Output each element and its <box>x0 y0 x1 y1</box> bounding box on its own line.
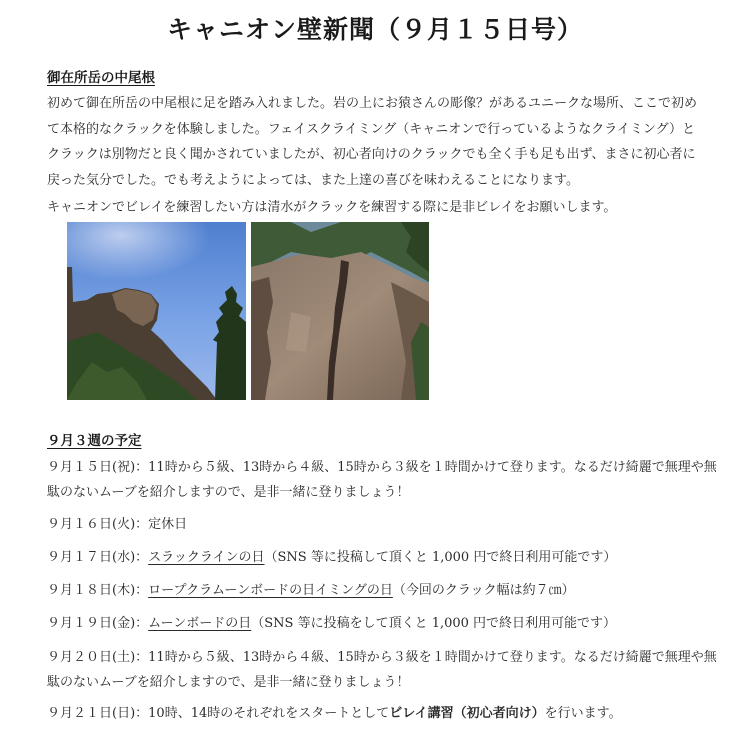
schedule-date: ９月１５日(祝)： <box>47 460 149 475</box>
schedule-item-sep19 <box>47 611 727 636</box>
belay-invitation-paragraph: キャニオンでビレイを練習したい方は清水がクラックを練習する際に是非ビレイをお願いします。 <box>47 200 617 215</box>
schedule-item-sep15 <box>47 455 727 505</box>
schedule-note: （SNS 等に投稿して頂くと 1,000 円で終日利用可能です） <box>264 550 617 565</box>
schedule-date: ９月２０日(土)： <box>47 650 149 665</box>
schedule-note: （今回のクラック幅は約７㎝） <box>392 583 575 598</box>
schedule-item-sep20 <box>47 645 727 695</box>
schedule-text: 11時から５級、13時から４級、15時から３級を１時間かけて登ります。なるだけ綺麗で無理や無駄のないムーブを紹介しますので、是非一緒に登りましょう！ <box>47 460 717 500</box>
schedule-text: 10時、14時のそれぞれをスタートとして <box>148 706 390 721</box>
schedule-note: （SNS 等に投稿をして頂くと 1,000 円で終日利用可能です） <box>251 616 617 631</box>
schedule-date: ９月２１日(日)： <box>47 706 149 721</box>
page-title: キャニオン壁新聞（９月１５日号） <box>166 15 583 44</box>
schedule-item-sep17 <box>47 545 727 570</box>
schedule-item-sep21 <box>47 701 727 726</box>
schedule-date: ９月１７日(水)： <box>47 550 149 565</box>
schedule-event: ムーンボードの日 <box>148 616 252 631</box>
schedule-event: ロープクラムーンボードの日イミングの日 <box>148 583 393 598</box>
section-heading-schedule: ９月３週の予定 <box>47 433 142 449</box>
schedule-date: ９月１８日(木)： <box>47 583 149 598</box>
article-paragraph: 初めて御在所岳の中尾根に足を踏み入れました。岩の上にお猿さんの彫像？があるユニークな場所、ここで初めて本格的なクラックを体験しました。フェイスクライミング（キャニオンで行っているようなクライミング）とクラックは別物だと良く聞かされていましたが、初心者向けのクラックでも全く手も足も出ず、まさに初心者に戻った気分でした。でも考えようによっては、また上達の喜びを味わえることになります。 <box>47 96 698 188</box>
schedule-date: ９月１９日(金)： <box>47 616 149 631</box>
section-heading-nakaone: 御在所岳の中尾根 <box>47 70 155 86</box>
schedule-text: 定休日 <box>148 517 188 532</box>
schedule-item-sep16 <box>47 512 727 537</box>
schedule-text-post: を行います。 <box>544 706 622 721</box>
schedule-date: ９月１６日(火)： <box>47 517 149 532</box>
photo-monkey-rock <box>67 222 246 400</box>
schedule-item-sep18 <box>47 578 727 603</box>
schedule-event: スラックラインの日 <box>148 550 265 565</box>
photo-crack-rock-face <box>251 222 429 400</box>
schedule-event-bold: ビレイ講習（初心者向け） <box>389 706 545 721</box>
schedule-text: 11時から５級、13時から４級、15時から３級を１時間かけて登ります。なるだけ綺麗で無理や無駄のないムーブを紹介しますので、是非一緒に登りましょう！ <box>47 650 717 690</box>
